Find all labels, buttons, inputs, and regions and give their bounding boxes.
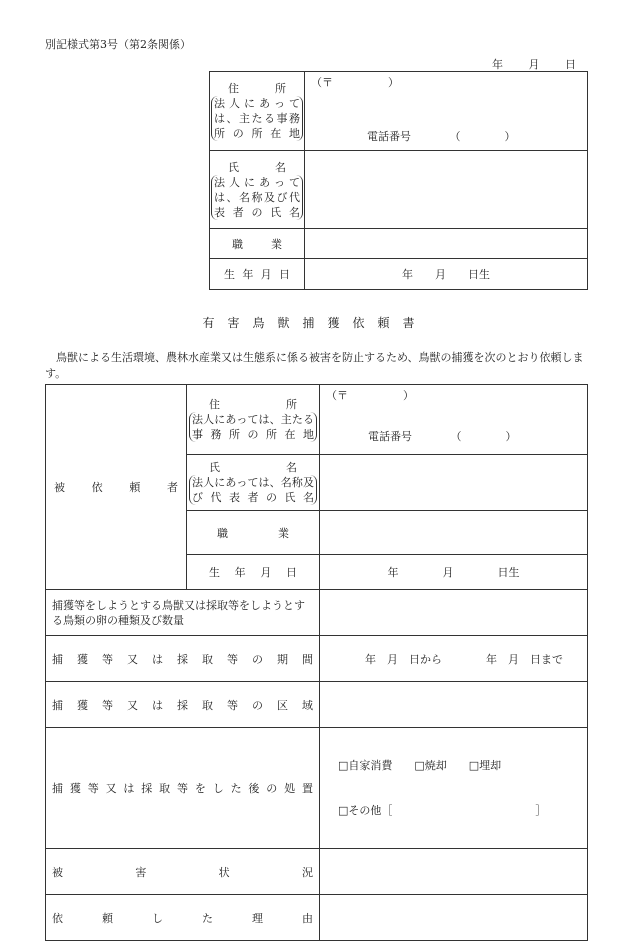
disposal-options-line2[interactable]: □その他［ ］ <box>338 804 547 817</box>
requestee-phone <box>368 428 517 444</box>
applicant-birthdate-value: 年 月 日生 <box>402 268 490 281</box>
date-line <box>474 56 576 72</box>
date-month: 月 <box>528 58 540 71</box>
period-value: 年 月 日から 年 月 日まで <box>364 652 563 666</box>
species-label: 捕獲等をしようとする鳥獣又は採取等をしようとする鳥類の卵の種類及び数量 <box>46 590 320 636</box>
area-label: 捕獲等又は採取等の区域 <box>46 682 320 728</box>
applicant-occupation-label-cell <box>210 229 305 259</box>
date-day: 日 <box>565 58 576 71</box>
requestee-name-label-cell <box>187 455 320 511</box>
requestee-birthdate-value: 年 月 日生 <box>387 566 520 579</box>
species-field[interactable] <box>320 590 588 636</box>
applicant-name-label: 氏 名 <box>228 160 286 174</box>
applicant-birthdate-label: 生年月日 <box>224 268 290 281</box>
requestee-address-field[interactable] <box>320 385 588 455</box>
requestee-birthdate-label-cell <box>187 555 320 590</box>
request-table <box>45 384 588 941</box>
requestee-name-note: 法人にあっては、名称及び代表者の氏名 <box>189 475 317 505</box>
requestee-postal: （〒 ） <box>326 389 414 402</box>
applicant-phone-label: 電話番号 <box>367 130 411 143</box>
applicant-address-note: 法人にあっては、主たる事務所の所在地 <box>211 96 303 141</box>
damage-label: 被害状況 <box>46 849 320 895</box>
applicant-occupation-field[interactable] <box>305 229 588 259</box>
area-field[interactable] <box>320 682 588 728</box>
applicant-phone <box>367 128 516 144</box>
applicant-name-field[interactable] <box>305 151 588 229</box>
requestee-occupation-field[interactable] <box>320 511 588 555</box>
requestee-name-label: 氏 名 <box>209 461 297 474</box>
applicant-address-label-cell <box>210 72 305 151</box>
requestee-occupation-label-cell <box>187 511 320 555</box>
applicant-address-field[interactable] <box>305 72 588 151</box>
disposal-label: 捕獲等又は採取等をした後の処置 <box>46 728 320 849</box>
applicant-birthdate-field[interactable] <box>305 259 588 290</box>
applicant-occupation-label: 職 業 <box>232 237 282 251</box>
requestee-label: 被依頼者 <box>46 385 187 590</box>
applicant-phone-parens: （ ） <box>455 130 516 143</box>
requestee-phone-label: 電話番号 <box>368 430 412 443</box>
requestee-name-field[interactable] <box>320 455 588 511</box>
reason-label: 依頼した理由 <box>46 895 320 941</box>
disposal-field[interactable] <box>320 728 588 849</box>
applicant-name-note: 法人にあっては、名称及び代表者の氏名 <box>211 175 303 220</box>
applicant-table <box>209 71 588 290</box>
requestee-address-note: 法人にあっては、主たる事務所の所在地 <box>189 412 317 442</box>
requestee-birthdate-field[interactable] <box>320 555 588 590</box>
document-title: 有害鳥獣捕獲依頼書 <box>202 316 428 330</box>
form-id: 別記様式第3号（第2条関係） <box>45 38 191 51</box>
damage-field[interactable] <box>320 849 588 895</box>
requestee-address-label: 住 所 <box>209 398 297 411</box>
period-field[interactable] <box>320 636 588 682</box>
requestee-address-label-cell <box>187 385 320 455</box>
request-paragraph: 鳥獣による生活環境、農林水産業又は生態系に係る被害を防止するため、鳥獣の捕獲を次のとおり依頼します。 <box>45 351 584 380</box>
disposal-options-line1[interactable]: □自家消費 □焼却 □埋却 <box>338 759 502 772</box>
requestee-occupation-label: 職 業 <box>217 526 289 540</box>
requestee-birthdate-label: 生年月日 <box>209 566 297 579</box>
requestee-phone-parens: （ ） <box>456 430 517 443</box>
date-year: 年 <box>492 58 503 71</box>
period-label: 捕獲等又は採取等の期間 <box>46 636 320 682</box>
applicant-birthdate-label-cell <box>210 259 305 290</box>
applicant-address-label: 住 所 <box>228 82 286 95</box>
reason-field[interactable] <box>320 895 588 941</box>
applicant-postal: （〒 ） <box>311 76 399 89</box>
applicant-name-label-cell <box>210 151 305 229</box>
